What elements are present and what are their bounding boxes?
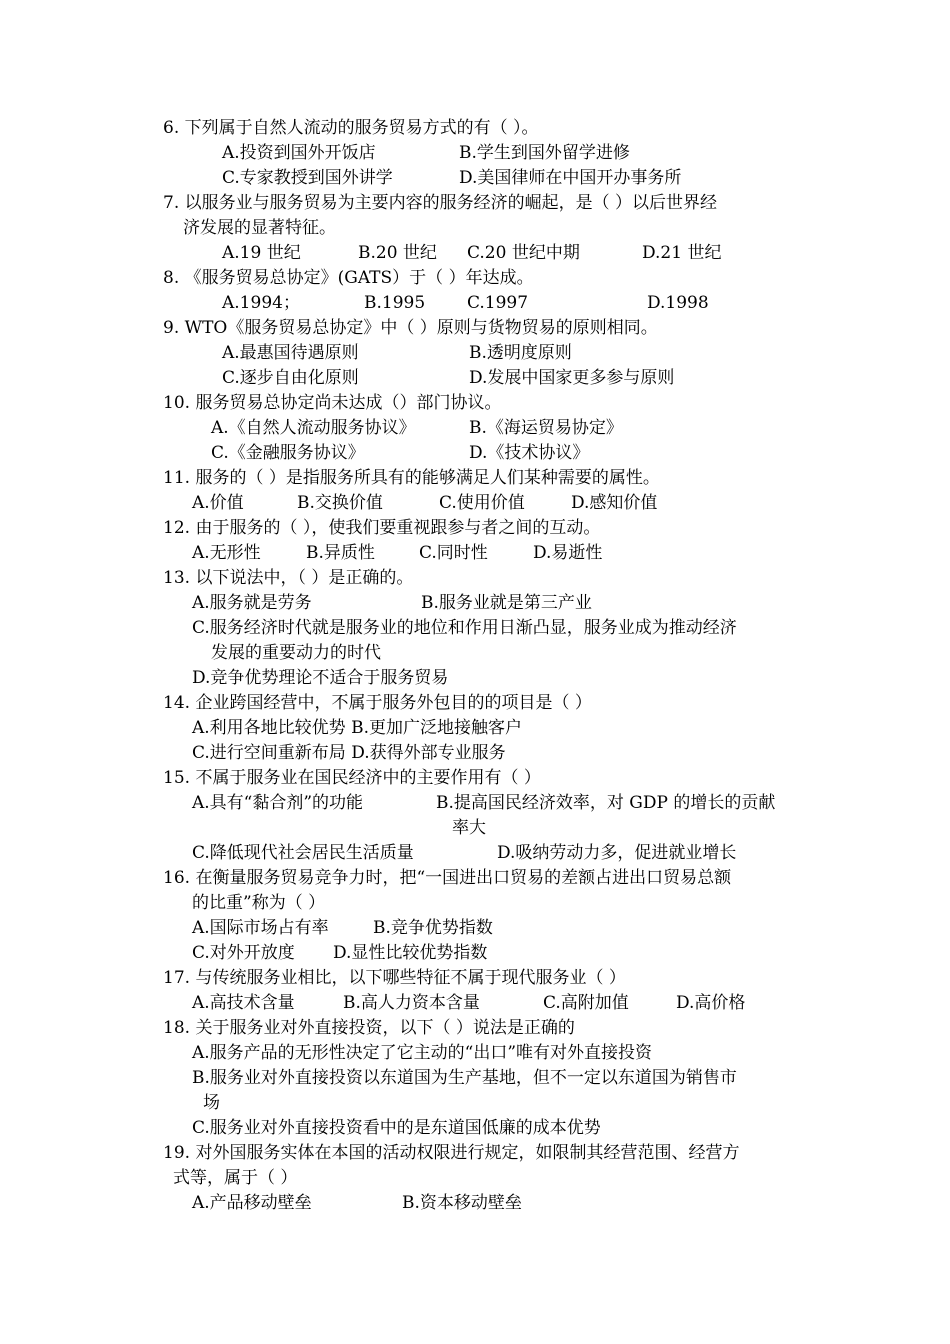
answer-option: C.1997 [467,293,529,313]
answer-option: 发展的重要动力的时代 [211,643,381,663]
answer-option: D.1998 [647,293,709,313]
answer-option: A.服务产品的无形性决定了它主动的“出口”唯有对外直接投资 [192,1043,653,1063]
answer-option: D.美国律师在中国开办事务所 [459,168,682,188]
question-stem: 17. 与传统服务业相比，以下哪些特征不属于现代服务业（ ） [163,968,626,988]
answer-option: C.服务经济时代就是服务业的地位和作用日渐凸显，服务业成为推动经济 [192,618,737,638]
answer-option: D.吸纳劳动力多，促进就业增长 [497,843,737,863]
answer-option: C.降低现代社会居民生活质量 [192,843,414,863]
question-stem: 6. 下列属于自然人流动的服务贸易方式的有（ ）。 [163,118,539,138]
answer-option: A.具有“黏合剂”的功能 [192,793,364,813]
answer-option: C.服务业对外直接投资看中的是东道国低廉的成本优势 [192,1118,601,1138]
answer-option: B.学生到国外留学进修 [459,143,630,163]
question-stem: 15. 不属于服务业在国民经济中的主要作用有（ ） [163,768,541,788]
answer-option: B.交换价值 [297,493,383,513]
answer-option: B.异质性 [306,543,375,563]
answer-option: B.服务业就是第三产业 [421,593,592,613]
question-stem: 12. 由于服务的（ ），使我们要重视跟参与者之间的互动。 [163,518,601,538]
answer-option: C.使用价值 [439,493,525,513]
answer-option: B.高人力资本含量 [343,993,480,1013]
answer-option: B.20 世纪 [358,243,437,263]
answer-option: A.利用各地比较优势 B.更加广泛地接触客户 [192,718,522,738]
answer-option: D.21 世纪 [642,243,722,263]
answer-option: A.无形性 [192,543,261,563]
answer-option: D.感知价值 [571,493,658,513]
answer-option: 场 [203,1093,220,1113]
question-stem: 10. 服务贸易总协定尚未达成（）部门协议。 [163,393,502,413]
question-stem: 济发展的显著特征。 [183,218,336,238]
question-stem: 13. 以下说法中，（ ）是正确的。 [163,568,414,588]
answer-option: D.竞争优势理论不适合于服务贸易 [192,668,449,688]
answer-option: A.高技术含量 [192,993,295,1013]
answer-option: C.专家教授到国外讲学 [222,168,393,188]
answer-option: C.《金融服务协议》 [211,443,365,463]
question-stem: 8. 《服务贸易总协定》(GATS）于（ ）年达成。 [163,268,534,288]
answer-option: B.竞争优势指数 [373,918,493,938]
answer-option: B.《海运贸易协定》 [469,418,623,438]
question-stem: 11. 服务的（ ）是指服务所具有的能够满足人们某种需要的属性。 [163,468,660,488]
answer-option: B.资本移动壁垒 [402,1193,522,1213]
question-stem: 7. 以服务业与服务贸易为主要内容的服务经济的崛起，是（ ）以后世界经 [163,193,718,213]
answer-option: A.国际市场占有率 [192,918,329,938]
answer-option: B.1995 [364,293,426,313]
answer-option: A.产品移动壁垒 [192,1193,312,1213]
answer-option: D.发展中国家更多参与原则 [469,368,675,388]
question-stem: 14. 企业跨国经营中，不属于服务外包目的的项目是（ ） [163,693,592,713]
answer-option: C.逐步自由化原则 [222,368,359,388]
answer-option: A.价值 [192,493,244,513]
answer-option: D.显性比较优势指数 [333,943,488,963]
answer-option: A.服务就是劳务 [192,593,312,613]
answer-option: B.提高国民经济效率，对 GDP 的增长的贡献 [436,793,776,813]
answer-option: 率大 [452,818,486,838]
answer-option: A.投资到国外开饭店 [222,143,376,163]
question-stem: 19. 对外国服务实体在本国的活动权限进行规定，如限制其经营范围、经营方 [163,1143,740,1163]
question-stem: 18. 关于服务业对外直接投资，以下（ ）说法是正确的 [163,1018,575,1038]
answer-option: C.进行空间重新布局 D.获得外部专业服务 [192,743,506,763]
answer-option: A.19 世纪 [222,243,301,263]
answer-option: B.透明度原则 [469,343,572,363]
answer-option: C.对外开放度 [192,943,295,963]
answer-option: C.高附加值 [543,993,629,1013]
answer-option: A.1994； [222,293,300,313]
answer-option: A.最惠国待遇原则 [222,343,359,363]
answer-option: D.《技术协议》 [469,443,590,463]
question-stem: 式等，属于（ ） [173,1168,298,1188]
question-stem: 16. 在衡量服务贸易竞争力时，把“一国进出口贸易的差额占进出口贸易总额 [163,868,732,888]
answer-option: B.服务业对外直接投资以东道国为生产基地，但不一定以东道国为销售市 [192,1068,737,1088]
answer-option: D.易逝性 [533,543,603,563]
answer-option: C.同时性 [419,543,488,563]
answer-option: C.20 世纪中期 [467,243,580,263]
question-stem: 9. WTO《服务贸易总协定》中（ ）原则与货物贸易的原则相同。 [163,318,658,338]
answer-option: A.《自然人流动服务协议》 [211,418,416,438]
answer-option: D.高价格 [676,993,746,1013]
question-stem: 的比重”称为（ ） [192,893,326,913]
